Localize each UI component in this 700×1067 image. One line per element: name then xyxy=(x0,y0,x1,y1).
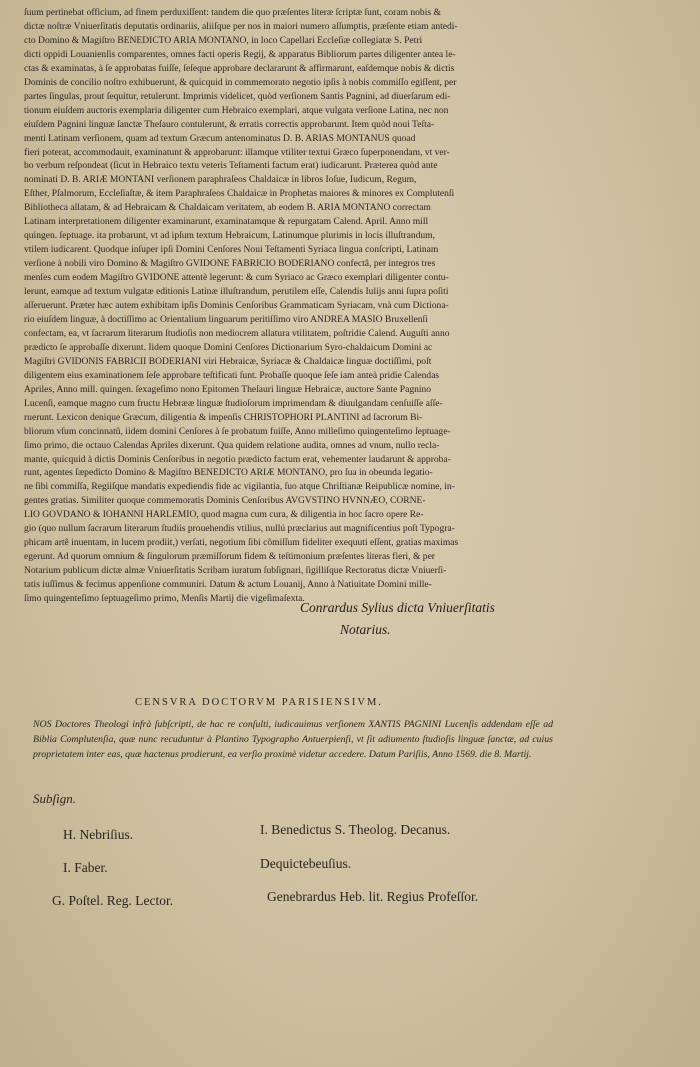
body-line: aſſeruerunt. Præter hæc autem exhibitam ipſis Dominis Cenſoribus Grammaticam Syriacam, vnà cum Dictiona- xyxy=(24,300,449,312)
body-line: eiuſdem Pagnini linguæ ſanctæ Theſauro contulerunt, & erratis correctis approbarunt. Item quòd noui Teſta- xyxy=(24,118,435,130)
body-line: phicam artê inuentam, in lucem prodiit,) verſati, negotium ſibi cõmiſſum fideliter exequuti eſſent, gratias maximas xyxy=(24,537,459,549)
body-line: verſione à nobili viro Domino & Magiſtro GVIDONE FABRICIO BODERIANO confectâ, per integros tres xyxy=(24,258,436,270)
body-line: Magiſtri GVIDONIS FABRICII BODERIANI viri Hebraicæ, Syriacæ & Chaldaicæ linguæ doctiſſimi, poſt xyxy=(24,355,432,367)
body-line: gentes gratias. Similiter quoque commemoratis Dominis Cenſoribus AVGVSTINO HVNNÆO, CORNE- xyxy=(24,495,426,507)
body-line: Lucenſi, eamque magno cum fructu Hebrææ linguæ ſtudioſorum imprimendam & diuulgandam cenſuiſſe aſſe- xyxy=(24,397,443,409)
notary-signature-line2: Notarius. xyxy=(340,622,391,637)
body-line: tionum eiuſdem auctoris exemplaria diligenter cum Hebraico exemplari, atque vulgata verſione Latina, nec non xyxy=(24,104,449,116)
body-line: nominati D. B. ARIÆ MONTANI verſionem paraphraſeos Chaldaicæ in libros Ioſue, Iudicum, Regum, xyxy=(24,174,417,186)
body-line: ſuum pertinebat officium, ad finem perduxiſſent: tandem die quo præſentes literæ ſcriptæ ſunt, coram nobis & xyxy=(24,7,441,18)
body-line: gio (quo nullum ſacrarum literarum ſtudiis prouehendis vtilius, nullú præclarius aut magnificentius poſt Typogra- xyxy=(24,523,455,535)
body-line: lerunt, eamque ad textum vulgatæ editionis Latinæ illuſtrandum, perutilem eſſe, Calendis Iulijs anni ſupra poſiti xyxy=(24,286,449,298)
notary-signature xyxy=(300,597,540,641)
body-line: menſes cum eodem Magiſtro GVIDONE attentè legerunt: & cum Syriaco ac Græco exemplari diligenter contu- xyxy=(24,272,449,284)
body-line: LIO GOVDANO & IOHANNI HARLEMIO, quod magna cum cura, & diligentia in hoc ſacro opere Re- xyxy=(24,509,424,521)
body-line: Eſther, Pſalmorum, Eccleſiaſtæ, & item Paraphraſeos Chaldaicæ in Prophetas maiores & minores ex Complutenſi xyxy=(24,188,455,200)
body-line: confectam, ea, vt ſacrarum literarum ſtudioſis non mediocrem allatura vtilitatem, poſtridie Calend. Auguſti anno xyxy=(24,327,450,339)
body-line: dicti oppidi Louanienſis comparentes, omnes facti operis Regij, & apparatus Bibliorum partes diligenter antea le- xyxy=(24,48,456,60)
body-line: bliorum vſum concinnatû, iidem domini Cenſores à ſe probatum fuiſſe, Anno milleſimo quingenteſimo ſeptuage- xyxy=(24,425,451,437)
body-line: diligentem eius examinationem ſeſe approbare teſtificati ſunt. Probaſſe quoque ſeſe iam anteà pridie Calendas xyxy=(24,369,440,381)
censura-text: NOS Doctores Theologi infrà ſubſcripti, de hac re conſulti, iudicauimus verſionem XANTIS PAGNINI Lucenſis addendam eſſe ad Biblia Complutenſia, quæ nunc recuduntur à Plantino Typographo Antuerpienſi, vt ſit adiumento ſtudioſis linguæ ſanctæ, ad cuius proprietatem inter eas, quæ hactenus prodierunt, ea verſio proximè videtur accedere. Datum Pariſiis, Anno 1569. die 8. Martij. xyxy=(33,719,553,760)
body-line: Notarium publicum dictæ almæ Vniuerſitatis Scribam iuratum ſubſignari, ſigilliſque Rectoratus dictæ Vniuerſi- xyxy=(24,565,447,577)
signatory: I. Faber. xyxy=(63,860,108,875)
body-line: mante, quicquid à dictis Dominis Cenſoribus in negotio prædicto factum erat, vehementer laudarunt & approba- xyxy=(24,453,451,465)
body-line: vtilem iudicarent. Quodque inſuper ipſi Domini Cenſores Noui Teſtamenti Syriaca lingua conſcripti, Latinam xyxy=(24,244,439,256)
body-line: cto Domino & Magiſtro BENEDICTO ARIA MONTANO, in loco Capellari Eccleſiæ collegiatæ S. Petri xyxy=(24,34,423,46)
signatory: I. Benedictus S. Theolog. Decanus. xyxy=(260,822,451,837)
signatory: Dequictebeuſius. xyxy=(260,856,352,871)
body-line: tatis iuſſimus & fecimus appenſione communiri. Datum & actum Louanij, Anno à Natiuitate Domini mille- xyxy=(24,579,432,591)
body-line: ſimo quingenteſimo ſeptuageſimo primo, Menſis Martij die vigeſimaſexta. xyxy=(24,593,305,605)
body-line: ruerunt. Lexicon denique Græcum, diligentia & impenſis CHRISTOPHORI PLANTINI ad ſacrorum Bi- xyxy=(24,411,423,423)
body-text xyxy=(24,6,558,606)
body-line: ctas & examinatas, à ſe approbatas fuiſſe, ſeſeque approbare declararunt & affirmarunt, eaſdemque nobis & dictis xyxy=(24,62,455,74)
body-line: prædicto ſe approbaſſe dixerunt. Iidem quoque Domini Cenſores Dictionarium Syro-chaldaicum Domini ac xyxy=(24,341,433,353)
body-line: bo verbum reſpondeat (ſicut in Hebraico textu veteris Teſtamenti factum erat) iudicarunt. Præterea quòd ante xyxy=(24,160,438,172)
body-line: Bibliotheca allatam, & ad Hebraicam & Chaldaicam veritatem, ab eodem B. ARIA MONTANO correctam xyxy=(24,202,431,214)
body-line: dictæ noſtræ Vniuerſitatis deputatis ordinariis, aliiſque per nos in maiori numero aſſumptis, præſente etiam antedi- xyxy=(24,20,458,32)
body-line: Apriles, Anno mill. quingen. ſexageſimo nono Epitomen Theſauri linguæ Hebraicæ, auctore Sante Pagnino xyxy=(24,383,432,395)
signatory: G. Poſtel. Reg. Lector. xyxy=(52,893,174,908)
body-line: partes ſingulas, prout ſequitur, retulerunt. Imprimis videlicet, quòd verſionem Santis Pagnini, ad diuerſarum edi- xyxy=(24,90,451,102)
body-line: runt, agentes ſæpedicto Domino & Magiſtro BENEDICTO ARIÆ MONTANO, pro ſua in obeunda legatio- xyxy=(24,467,433,479)
body-line: ne ſibi commiſſa, Regiiſque mandatis expediendis fide ac vigilantia, ſuo atque Chriſtianæ Reipublicæ nomine, in- xyxy=(24,481,455,493)
body-line: menti Latinam verſionem, quam ad textum Græcum antenominatus D. B. ARIAS MONTANUS quoad xyxy=(24,132,416,144)
body-line: ſimo primo, die octauo Calendas Apriles dixerunt. Qua quidem relatione audita, omnes ad vnum, nullo recla- xyxy=(24,439,440,451)
body-line: quingen. ſeptuage. ita probarunt, vt ad ipſum textum Hebraicum, Latinumque plurimis in locis illuſtrandum, xyxy=(24,230,435,242)
signatory: Genebrardus Heb. lit. Regius Profeſſor. xyxy=(267,889,479,904)
body-line: Latinam interpretationem diligenter examinarunt, examinatamque & repurgatam Calend. April. Anno mill xyxy=(24,216,429,228)
body-line: rio eiuſdem linguæ, à doctiſſimo ac Orientalium linguarum peritiſſimo viro ANDREA MASIO Bruxellenſi xyxy=(24,313,428,325)
body-line: egerunt. Ad quorum omnium & ſingulorum præmiſſorum fidem & teſtimonium præſentes literas fieri, & per xyxy=(24,551,435,563)
body-line: fieri poterat, accommodauit, examinatunt & approbarunt: illamque vtiliter textui Græco ſuperponendam, vt ver- xyxy=(24,146,450,158)
notary-signature-line1: Conrardus Sylius dicta Vniuerſitatis xyxy=(300,600,495,615)
body-line: Dominis de concilio noſtro exhibuerunt, & quicquid in commemorato negotio ipſis à nobis commiſſo egiſſent, per xyxy=(24,76,457,88)
signatory: H. Nebriſius. xyxy=(63,827,134,842)
subsignati-label: Subſign. xyxy=(33,791,76,806)
censura-heading: CENSVRA DOCTORVM PARISIENSIVM. xyxy=(135,697,383,708)
